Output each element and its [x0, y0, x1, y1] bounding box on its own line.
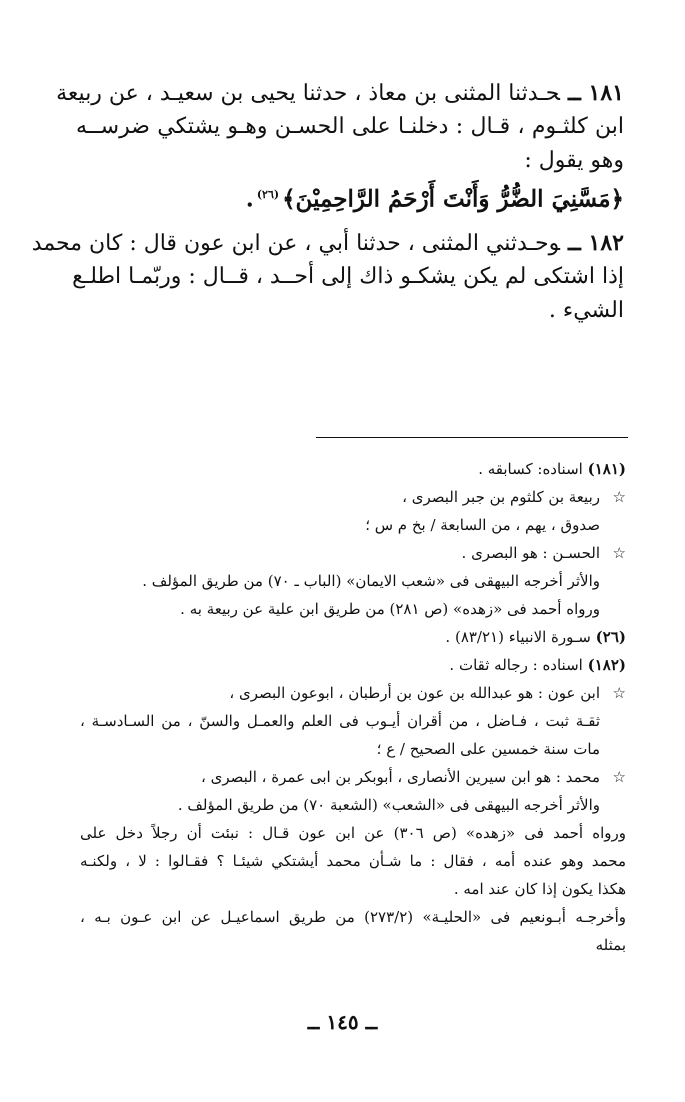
quran-verse: [76, 178, 624, 212]
note-182-header: (١٨٢) اسناده : رجاله ثقات .: [449, 656, 626, 674]
note-182-label: (١٨٢): [587, 656, 626, 674]
hadith-182-line-1: [31, 226, 624, 260]
hadith-182-line-2: إذا اشتكى لم يكن يشكـو ذاك إلى أحــد ، قــال : وربّمـا اطلـع: [72, 264, 624, 289]
hadith-181-text-1: حـدثنا المثنى بن معاذ ، حدثنا يحيى بن سعيـد ، عن ربيعة: [56, 81, 560, 106]
star-icon: ☆: [612, 684, 626, 702]
quran-verse-end: .: [245, 185, 254, 213]
star-icon: ☆: [612, 768, 626, 786]
quran-verse-text: ﴿مَسَّنِيَ الضُّرُّ وَأَنْتَ أَرْحَمُ الرَّاحِمِيْنَ﴾: [282, 185, 624, 213]
hadith-182-line-3: الشيء .: [548, 298, 624, 323]
note-182-para-3: هكذا يكون إذا كان عند امه .: [453, 880, 626, 898]
note-182-item-1-cont-2: مات سنة خمسين على الصحيح / ع ؛: [376, 740, 600, 758]
footnotes: [80, 455, 626, 959]
hadith-181-line-3: وهو يقول :: [524, 148, 624, 173]
star-icon: ☆: [612, 544, 626, 562]
main-text: [31, 76, 624, 328]
note-26-label: (٢٦): [595, 628, 626, 646]
note-182-item-2-cont: والأثر أخرجه البيهقى فى «الشعب» (الشعبة ٧٠) من طريق المؤلف .: [177, 796, 600, 814]
note-182-para-5: بمثله: [595, 936, 626, 954]
note-181-item-2: ☆الحسـن : هو البصرى .: [80, 539, 626, 567]
note-181-item-2-cont-2: ورواه أحمد فى «زهده» (ص ٢٨١) من طريق ابن علية عن ربيعة به .: [180, 600, 600, 618]
hadith-182-number: ١٨٢ ــ: [567, 230, 624, 256]
note-181-item-1-cont: صدوق ، يهم ، من السابعة / بخ م س ؛: [365, 516, 600, 534]
star-icon: ☆: [612, 488, 626, 506]
note-182-para-1: ورواه أحمد فى «زهده» (ص ٣٠٦) عن ابن عون قـال : نبئت أن رجلاً دخل على: [80, 824, 626, 842]
hadith-182-text-1: وحـدثني المثنى ، حدثنا أبي ، عن ابن عون قال : كان محمد: [31, 231, 560, 256]
footnote-divider: [316, 437, 628, 438]
note-181-header: (١٨١) اسناده: كسابقه .: [478, 460, 626, 478]
note-182-item-2: ☆محمد : هو ابن سيرين الأنصارى ، أبوبكر بن ابى عمرة ، البصرى ،: [80, 763, 626, 791]
note-181-label: (١٨١): [587, 460, 626, 478]
note-181-item-1: ☆ربيعة بن كلثوم بن جبر البصرى ،: [80, 483, 626, 511]
note-182-para-2: محمد وهو عنده أمه ، فقال : ما شـأن محمد أيشتكي شيئـا ؟ فقـالوا : لا ، ولكنـه: [80, 852, 626, 870]
footnote-ref-26: (٢٦): [256, 188, 280, 201]
page-number: ــ ١٤٥ ــ: [307, 1010, 378, 1034]
hadith-181-line-1: [56, 76, 624, 110]
hadith-181-number: ١٨١ ــ: [567, 80, 624, 106]
note-26: (٢٦) سـورة الانبياء (٨٣/٢١) .: [445, 628, 626, 646]
note-182-item-1-cont-1: ثقـة ثبت ، فـاضل ، من أقران أيـوب فى العلم والعمـل والسنّ ، من السـادسـة ،: [80, 712, 600, 730]
note-182-item-1: ☆ابن عون : هو عبدالله بن عون بن أرطبان ، ابوعون البصرى ،: [80, 679, 626, 707]
note-182-para-4: وأخرجـه أبـونعيم فى «الحليـة» (٢٧٣/٢) من طريق اسماعيـل عن ابن عـون بـه ،: [80, 908, 626, 926]
hadith-181-line-2: ابن كلثـوم ، قـال : دخلنـا على الحسـن وهـو يشتكي ضرســه: [76, 114, 624, 139]
note-181-item-2-cont-1: والأثر أخرجه البيهقى فى «شعب الايمان» (الباب ـ ٧٠) من طريق المؤلف .: [142, 572, 600, 590]
